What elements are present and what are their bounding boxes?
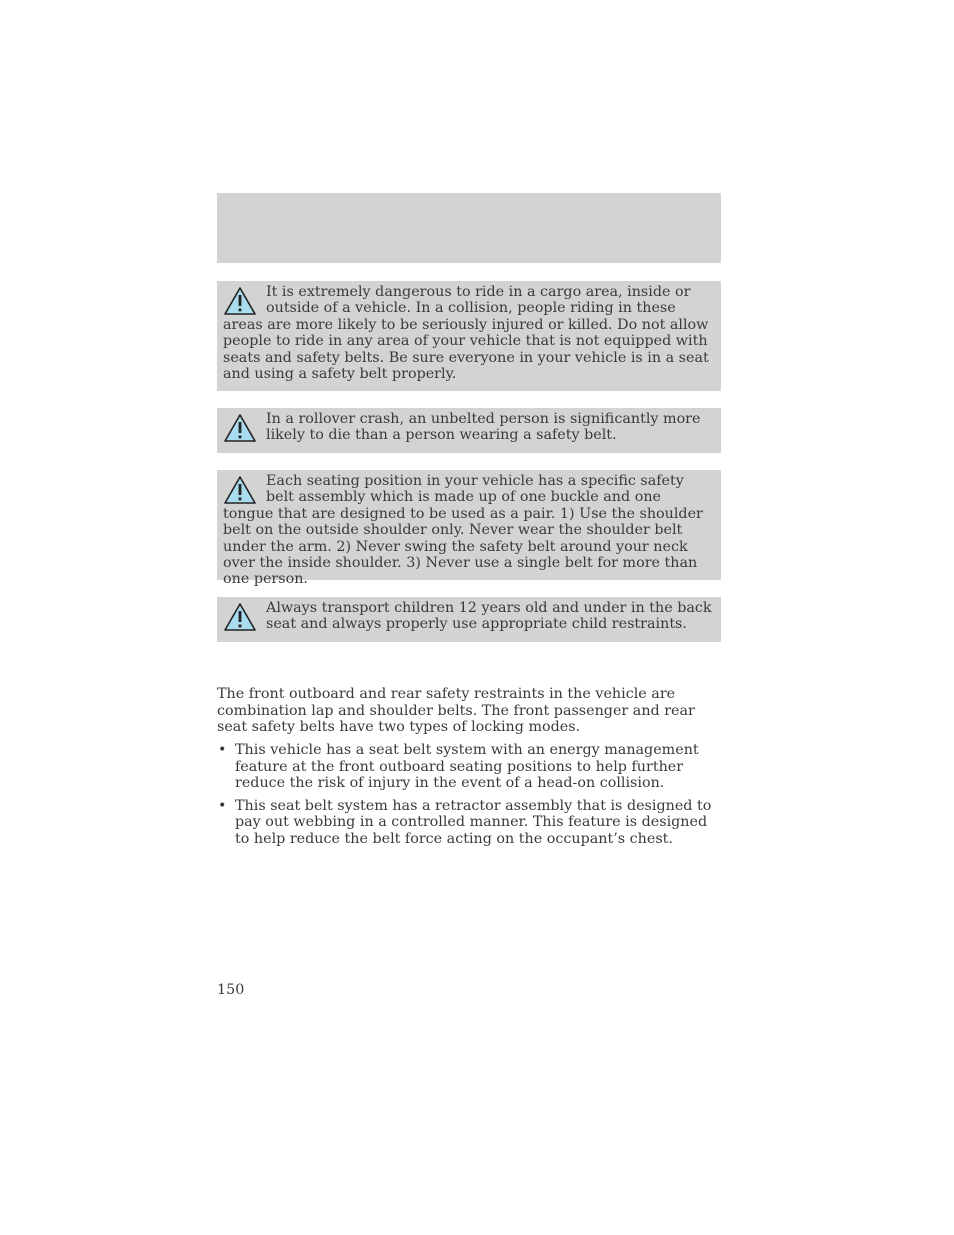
warning-rollover <box>217 408 721 453</box>
warning-cargo-area <box>217 281 721 391</box>
bullet-list <box>217 742 721 853</box>
list-item <box>217 742 721 792</box>
page-number: 150 <box>217 982 245 998</box>
warning-text: Each seating position in your vehicle has a specific safety belt assembly which is made up of one buckle and one tongue that are designed to be used as a pair. 1) Use the shoulder belt on the outside shoulder only. Never wear the shoulder belt under the arm. 2) Never swing the safety belt around your neck over the inside shoulder. 3) Never use a single belt for more than one person. <box>223 473 703 588</box>
bullet-marker: • <box>218 797 227 814</box>
bullet-text: This seat belt system has a retractor assembly that is designed to pay out webbing in a controlled manner. This feature is designed to help reduce the belt force acting on the occupant’s chest. <box>235 797 712 847</box>
warning-triangle-icon <box>223 413 257 443</box>
warning-triangle-icon <box>223 286 257 316</box>
warning-text: It is extremely dangerous to ride in a cargo area, inside or outside of a vehicle. In a collision, people riding in these areas are more likely to be seriously injured or killed. Do not allow people to ride in any area of your vehicle that is not equipped with seats and safety belts. Be sure everyone in your vehicle is in a seat and using a safety belt properly. <box>223 284 709 383</box>
intro-paragraph: The front outboard and rear safety restraints in the vehicle are combination lap and shoulder belts. The front passenger and rear seat safety belts have two types of locking modes. <box>217 686 695 735</box>
bullet-marker: • <box>218 742 227 758</box>
bullet-text: This vehicle has a seat belt system with an energy management feature at the front outboard seating positions to help further reduce the risk of injury in the event of a head-on collision. <box>235 742 699 791</box>
warning-triangle-icon <box>223 475 257 505</box>
warning-triangle-icon <box>223 602 257 632</box>
header-band <box>217 193 721 263</box>
list-item <box>217 798 721 848</box>
warning-text: In a rollover crash, an unbelted person is significantly more likely to die than a person wearing a safety belt. <box>266 411 701 444</box>
warning-seating-position <box>217 470 721 588</box>
warning-children <box>217 597 721 642</box>
warning-text: Always transport children 12 years old and under in the back seat and always properly use appropriate child restraints. <box>266 600 712 633</box>
